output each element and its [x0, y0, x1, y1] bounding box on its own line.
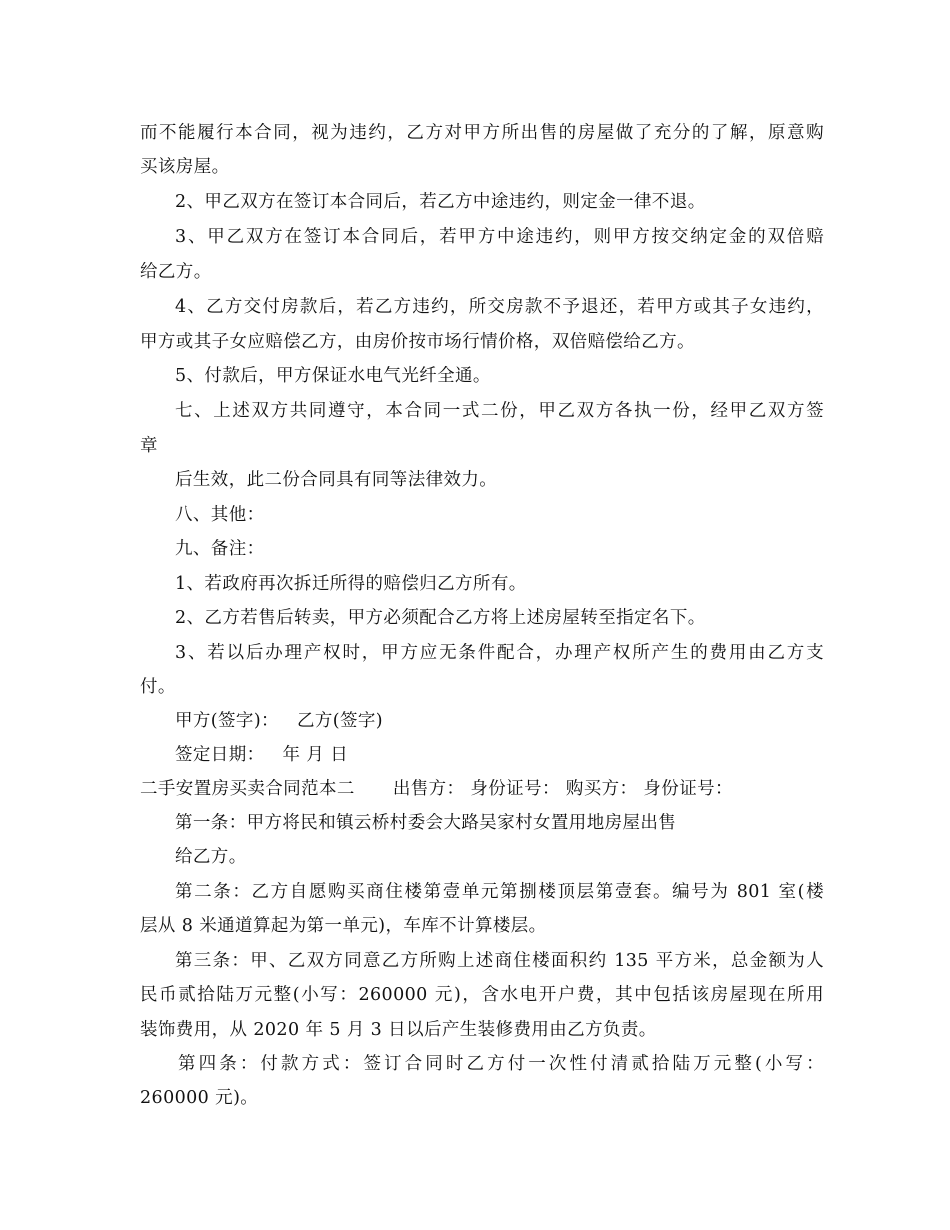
text-line: 1、若政府再次拆迁所得的赔偿归乙方所有。	[175, 574, 527, 594]
signature-line	[175, 704, 875, 738]
text-line: 付。	[140, 677, 176, 697]
text-line: 2、乙方若售后转卖，甲方必须配合乙方将上述房屋转至指定名下。	[175, 608, 706, 628]
text-line: 民币贰拾陆万元整(小写：260000 元)，含水电开户费，其中包括该房屋现在所用	[140, 985, 824, 1005]
article-2: 第二条：乙方自愿购买商住楼第壹单元第捌楼顶层第壹套。编号为 801 室(楼	[175, 882, 824, 902]
party-fields: 出售方： 身份证号： 购买方： 身份证号：	[392, 779, 733, 799]
date-line	[175, 738, 875, 772]
section-heading: 八、其他：	[175, 505, 265, 525]
text-line: 给乙方。	[175, 847, 247, 867]
text-line: 买该房屋。	[140, 157, 230, 177]
text-line: 层从 8 米通道算起为第一单元)，车库不计算楼层。	[140, 916, 547, 936]
party-b-signature-label: 乙方(签字)	[296, 711, 384, 731]
article-4: 第四条：付款方式：签订合同时乙方付一次性付清贰拾陆万元整(小写：	[178, 1054, 824, 1074]
party-a-signature-label: 甲方(签字)：	[175, 711, 279, 731]
text-line: 3、若以后办理产权时，甲方应无条件配合，办理产权所产生的费用由乙方支	[175, 643, 824, 663]
text-line: 5、付款后，甲方保证水电气光纤全通。	[175, 366, 491, 386]
text-line: 七、上述双方共同遵守，本合同一式二份，甲乙双方各执一份，经甲乙双方签	[175, 401, 824, 421]
text-line: 装饰费用，从 2020 年 5 月 3 日以后产生装修费用由乙方负责。	[140, 1020, 657, 1040]
contract-title-line	[140, 772, 840, 806]
text-line: 2、甲乙双方在签订本合同后，若乙方中途违约，则定金一律不退。	[175, 192, 706, 212]
text-line: 而不能履行本合同，视为违约，乙方对甲方所出售的房屋做了充分的了解，原意购	[140, 123, 824, 143]
text-line: 甲方或其子女应赔偿乙方，由房价按市场行情价格，双倍赔偿给乙方。	[140, 332, 695, 352]
text-line: 4、乙方交付房款后，若乙方违约，所交房款不予退还，若甲方或其子女违约，	[175, 297, 824, 317]
text-line: 3、甲乙双方在签订本合同后，若甲方中途违约，则甲方按交纳定金的双倍赔	[175, 227, 824, 247]
text-line: 后生效，此二份合同具有同等法律效力。	[175, 470, 498, 490]
section-heading: 九、备注：	[175, 539, 265, 559]
article-1: 第一条：甲方将民和镇云桥村委会大路吴家村女置用地房屋出售	[175, 813, 677, 833]
article-3: 第三条：甲、乙双方同意乙方所购上述商住楼面积约 135 平方米，总金额为人	[175, 951, 824, 971]
sign-date-label: 签定日期：	[175, 745, 265, 765]
sign-date-value: 年 月 日	[282, 745, 349, 765]
contract-title: 二手安置房买卖合同范本二	[140, 779, 355, 799]
text-line: 给乙方。	[140, 262, 212, 282]
text-line: 章	[140, 436, 158, 456]
text-line: 260000 元)。	[140, 1088, 259, 1108]
